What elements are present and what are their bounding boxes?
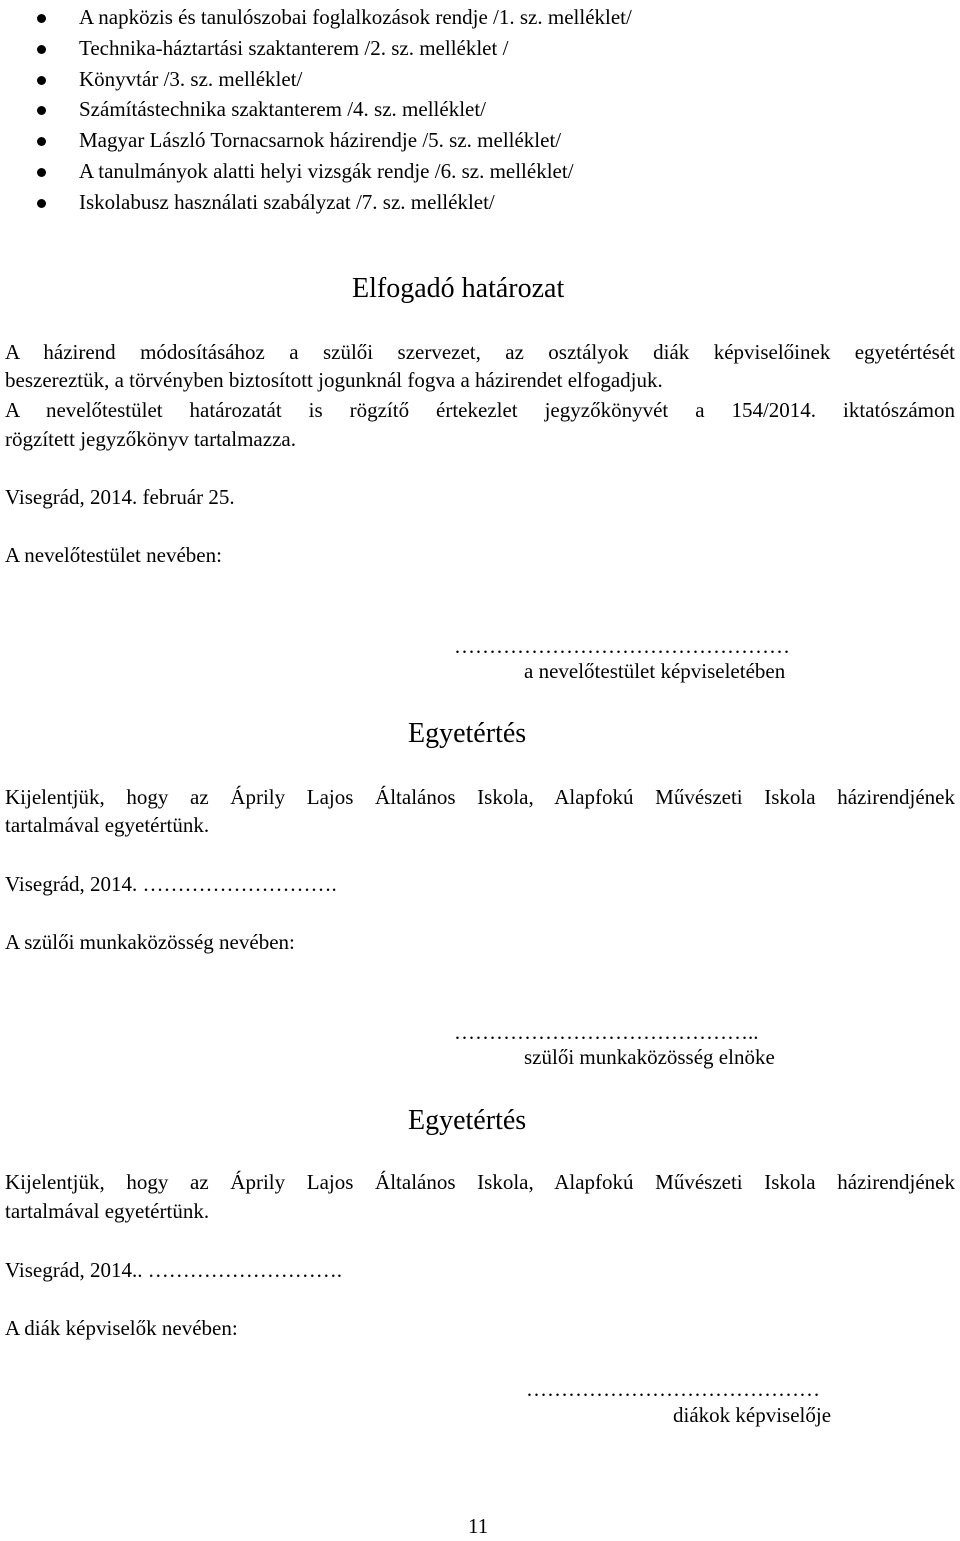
list-item: [37, 3, 632, 34]
resolution-paragraph-line: rögzített jegyzőkönyv tartalmazza.: [5, 427, 296, 451]
attachment-text: Iskolabusz használati szabályzat /7. sz. melléklet/: [79, 189, 495, 214]
students-consent-text: tartalmával egyetértünk.: [5, 1199, 210, 1223]
list-item: [37, 95, 632, 126]
list-item: [37, 157, 632, 188]
attachment-text: Számítástechnika szaktanterem /4. sz. melléklet/: [79, 97, 487, 122]
signature-caption: a nevelőtestület képviseletében: [524, 659, 786, 683]
list-item: [37, 34, 632, 65]
students-date: Visegrád, 2014.. ……………………….: [5, 1258, 343, 1282]
page-number: 11: [468, 1514, 489, 1538]
resolution-paragraph-line: A nevelőtestület határozatát is rögzítő értekezlet jegyzőkönyvét a 154/2014. iktatószámon: [5, 398, 955, 422]
bullet-icon: [37, 76, 46, 85]
parents-consent-title: Egyetértés: [408, 718, 527, 749]
resolution-paragraph-line: beszereztük, a törvényben biztosított jogunknál fogva a házirendet elfogadjuk.: [5, 368, 663, 392]
signature-caption: diákok képviselője: [673, 1403, 832, 1427]
resolution-date: Visegrád, 2014. február 25.: [5, 485, 235, 509]
resolution-on-behalf: A nevelőtestület nevében:: [5, 543, 222, 567]
parents-consent-text: tartalmával egyetértünk.: [5, 813, 210, 837]
signature-caption: szülői munkaközösség elnöke: [524, 1045, 775, 1069]
bullet-icon: [37, 199, 46, 208]
attachment-text: A napközis és tanulószobai foglalkozások rendje /1. sz. melléklet/: [79, 5, 632, 29]
signature-line: ……………………………………: [526, 1377, 820, 1401]
attachment-text: Könyvtár /3. sz. melléklet/: [79, 66, 303, 91]
attachment-text: Magyar László Tornacsarnok házirendje /5. sz. melléklet/: [79, 128, 562, 153]
signature-line: ……………………………………..: [454, 1020, 759, 1044]
bullet-icon: [37, 45, 46, 54]
bullet-icon: [37, 168, 46, 177]
bullet-icon: [37, 106, 46, 115]
students-on-behalf: A diák képviselők nevében:: [5, 1316, 238, 1340]
list-item: [37, 65, 632, 96]
attachment-text: Technika-háztartási szaktanterem /2. sz. melléklet /: [79, 35, 509, 60]
bullet-icon: [37, 14, 46, 23]
bullet-icon: [37, 137, 46, 146]
students-consent-text: Kijelentjük, hogy az Áprily Lajos Általános Iskola, Alapfokú Művészeti Iskola házirendjének: [5, 1170, 955, 1194]
parents-date: Visegrád, 2014. ……………………….: [5, 872, 337, 896]
parents-consent-text: Kijelentjük, hogy az Áprily Lajos Általános Iskola, Alapfokú Művészeti Iskola házirendjének: [5, 785, 955, 809]
list-item: [37, 188, 632, 219]
attachment-list: [37, 3, 632, 219]
attachment-text: A tanulmányok alatti helyi vizsgák rendje /6. sz. melléklet/: [79, 158, 574, 183]
resolution-paragraph-line: A házirend módosításához a szülői szervezet, az osztályok diák képviselőinek egyetértését: [5, 340, 955, 364]
signature-line: …………………………………………: [454, 634, 790, 658]
parents-on-behalf: A szülői munkaközösség nevében:: [5, 930, 295, 954]
resolution-title: Elfogadó határozat: [352, 273, 565, 304]
list-item: [37, 126, 632, 157]
students-consent-title: Egyetértés: [408, 1105, 527, 1136]
